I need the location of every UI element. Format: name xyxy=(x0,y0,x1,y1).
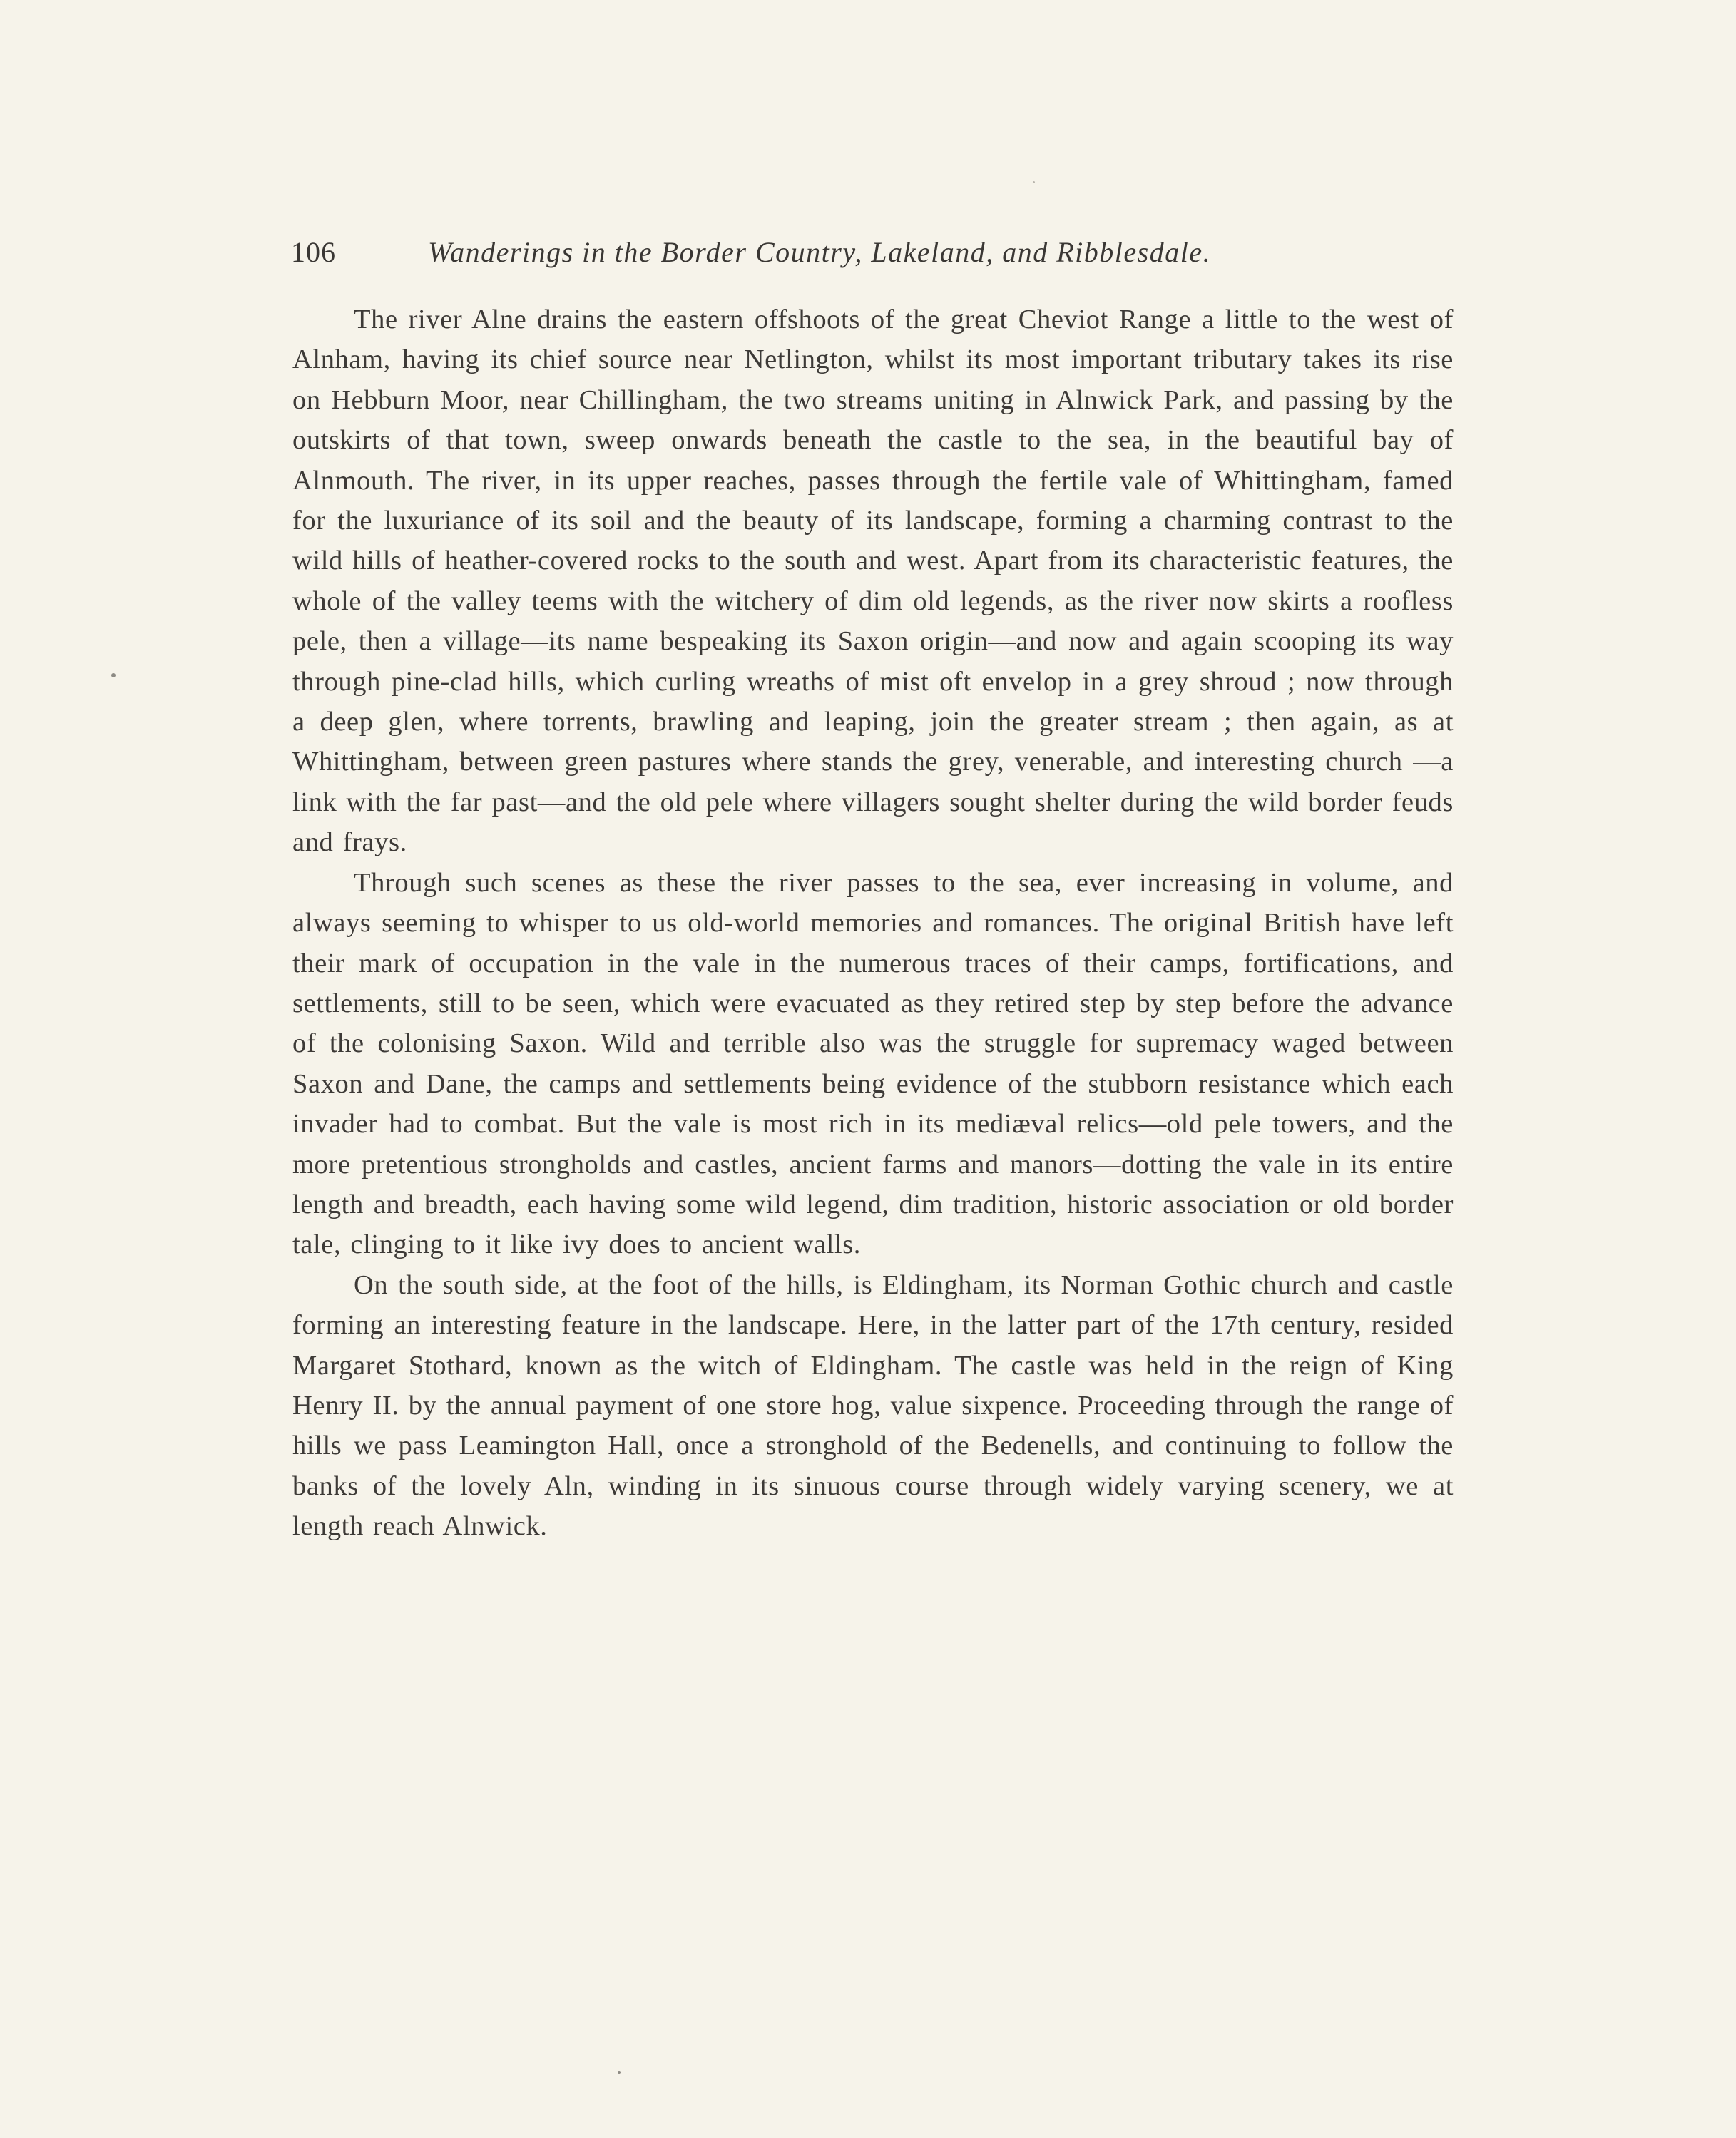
page-number: 106 xyxy=(291,236,336,268)
paragraph-eldingham: On the south side, at the foot of the hills, is Eldingham, its Norman Gothic church and castle forming an interesting feature in the landscape. Here, in the latter part of the 17th century, resided Margaret Stothard, known as the witch of Eldingham. The castle was held in the reign of King Henry II. by the annual payment of one store hog, value sixpence. Proceeding through the range of hills we pass Leamington Hall, once a stronghold of the Bedenells, and continuing to follow the banks of the lovely Aln, winding in its sinuous course through widely varying scenery, we at length reach Alnwick. xyxy=(292,1269,1454,1542)
page-header xyxy=(291,235,1454,278)
paragraph-alne-river: The river Alne drains the eastern offshoots of the great Cheviot Range a little to the west of Alnham, having its chief source near Netlington, whilst its most important tributary takes its rise on Hebburn Moor, near Chillingham, the two streams uniting in Alnwick Park, and passing by the outskirts of that town, sweep onwards beneath the castle to the sea, in the beautiful bay of Alnmouth. The river, in its upper reaches, passes through the fertile vale of Whittingham, famed for the luxuriance of its soil and the beauty of its landscape, forming a charming contrast to the wild hills of heather-covered rocks to the south and west. Apart from its characteristic features, the whole of the valley teems with the witchery of dim old legends, as the river now skirts a roofless pele, then a village—its name bespeaking its Saxon origin—and now and again scooping its way through pine-clad hills, which curling wreaths of mist oft envelop in a grey shroud ; now through a deep glen, where torrents, brawling and leaping, join the greater stream ; then again, as at Whittingham, between green pastures where stands the grey, venerable, and interesting church —a link with the far past—and the old pele where villagers sought shelter during the wild border feuds and frays. xyxy=(292,305,1454,858)
ink-speck xyxy=(111,673,116,677)
ink-speck xyxy=(618,2071,621,2074)
body-text xyxy=(292,300,1454,1547)
paragraph-scenes: Through such scenes as these the river passes to the sea, ever increasing in volume, and always seeming to whisper to us old-world memories and romances. The original British have left their mark of occupation in the vale in the numerous traces of their camps, fortifications, and settlements, still to be seen, which were evacuated as they retired step by step before the advance of the colonising Saxon. Wild and terrible also was the struggle for supremacy waged between Saxon and Dane, the camps and settlements being evidence of the stubborn resistance which each invader had to combat. But the vale is most rich in its mediæval relics—old pele towers, and the more pretentious strongholds and castles, ancient farms and manors—dotting the vale in its entire length and breadth, each having some wild legend, dim tradition, historic association or old border tale, clinging to it like ivy does to ancient walls. xyxy=(292,867,1454,1260)
running-title: Wanderings in the Border Country, Lakeland, and Ribblesdale. xyxy=(428,236,1212,268)
ink-speck xyxy=(1033,181,1035,183)
